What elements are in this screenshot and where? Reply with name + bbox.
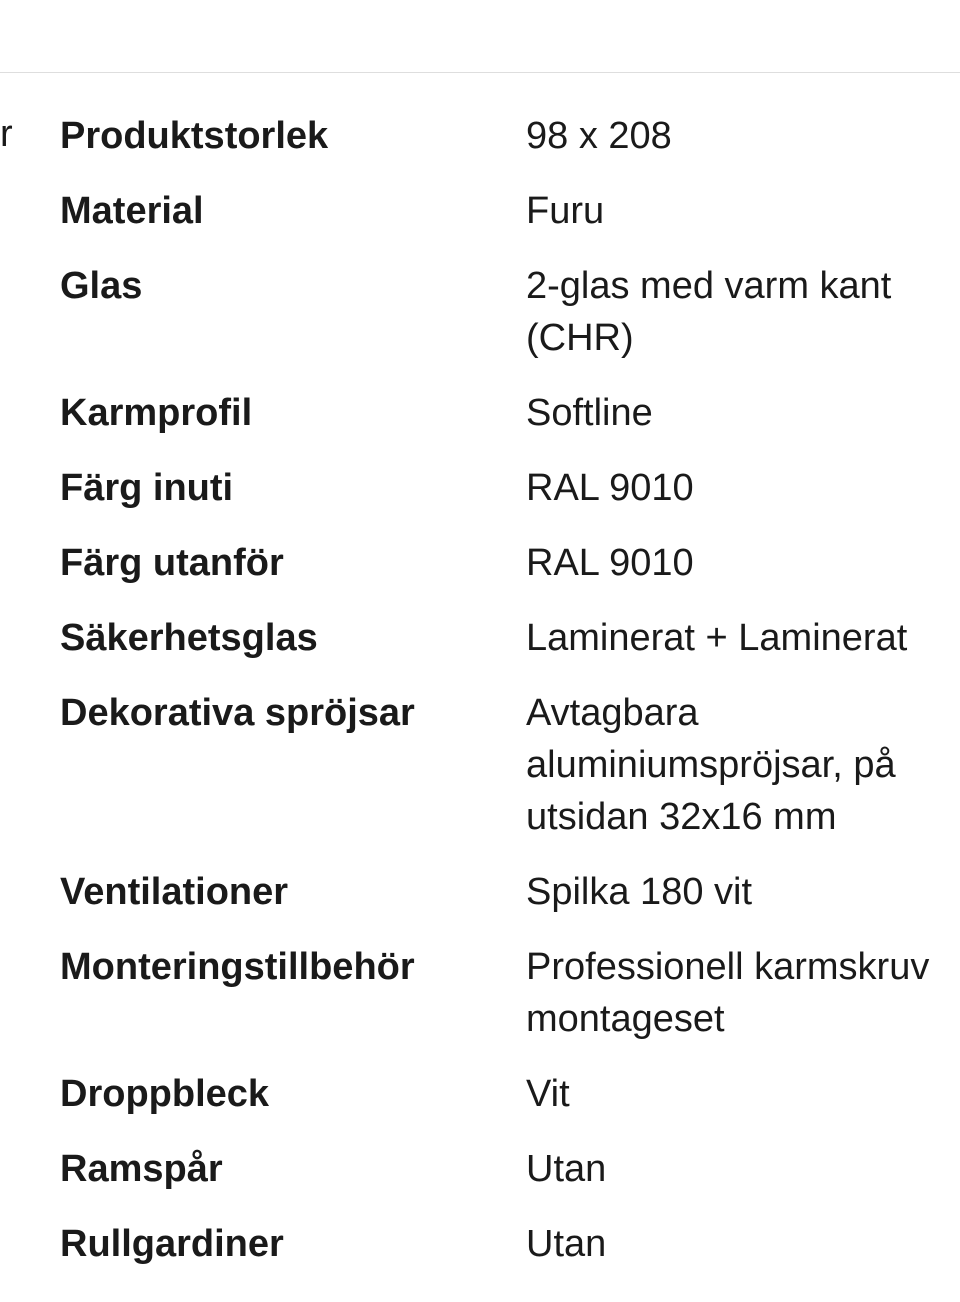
spec-value: Utan (526, 1223, 607, 1265)
spec-value: RAL 9010 (526, 542, 694, 584)
spec-label: Färg utanför (60, 542, 284, 584)
spec-row-roller-blinds (60, 1218, 955, 1293)
spec-table (60, 110, 955, 1293)
spec-row-safety-glass (60, 612, 955, 687)
spec-label: Karmprofil (60, 392, 253, 434)
top-bar (0, 0, 960, 73)
spec-value: 2-glas med varm kant (CHR) (526, 265, 892, 359)
spec-label: Produktstorlek (60, 115, 329, 157)
spec-row-frame-groove (60, 1143, 955, 1218)
spec-value: Furu (526, 190, 605, 232)
spec-value: Vit (526, 1073, 570, 1115)
spec-row-mounting-accessories (60, 941, 955, 1068)
spec-value: Laminerat + Laminerat (526, 617, 908, 659)
spec-label: Glas (60, 265, 143, 307)
spec-row-decorative-bars (60, 687, 955, 866)
spec-label: Material (60, 190, 204, 232)
spec-row-color-inside (60, 462, 955, 537)
spec-row-material (60, 185, 955, 260)
spec-value: Avtagbara aluminiumspröjsar, på utsidan 32x16 mm (526, 692, 896, 838)
spec-label: Droppbleck (60, 1073, 270, 1115)
spec-row-product-size (60, 110, 955, 185)
spec-value: Professionell karmskruv montageset (526, 946, 930, 1040)
spec-value: 98 x 208 (526, 115, 672, 157)
spec-label: Färg inuti (60, 467, 234, 509)
spec-row-drip-cap (60, 1068, 955, 1143)
spec-value: Softline (526, 392, 653, 434)
spec-row-color-outside (60, 537, 955, 612)
spec-label: Säkerhetsglas (60, 617, 318, 659)
spec-value: Spilka 180 vit (526, 871, 753, 913)
spec-row-ventilation (60, 866, 955, 941)
spec-label: Ramspår (60, 1148, 223, 1190)
spec-label: Ventilationer (60, 871, 289, 913)
spec-row-frame-profile (60, 387, 955, 462)
spec-label: Rullgardiner (60, 1223, 284, 1265)
cut-off-text: r (0, 113, 13, 155)
spec-label: Dekorativa spröjsar (60, 692, 415, 734)
spec-label: Monteringstillbehör (60, 946, 415, 988)
spec-value: Utan (526, 1148, 607, 1190)
spec-value: RAL 9010 (526, 467, 694, 509)
spec-row-glass (60, 260, 955, 387)
